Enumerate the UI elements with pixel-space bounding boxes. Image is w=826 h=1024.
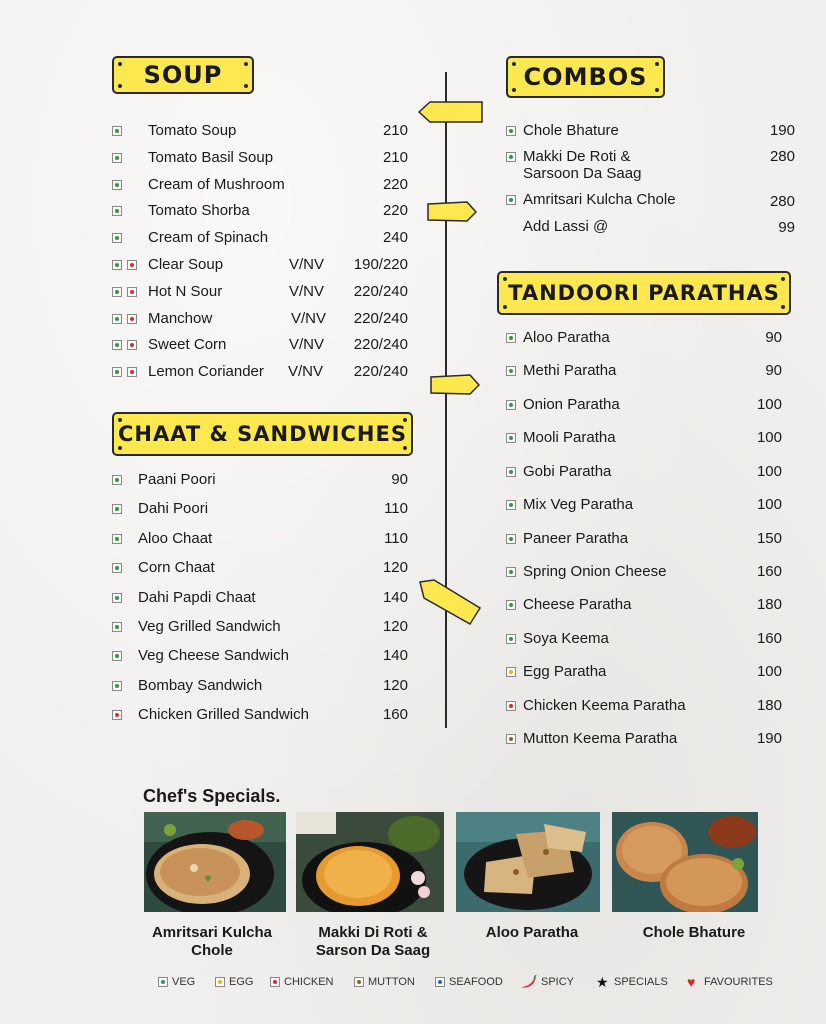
legend-label: MUTTON [368, 976, 415, 988]
legend-mutton [354, 975, 426, 989]
list-item [112, 676, 412, 696]
non-veg-icon [127, 314, 137, 324]
list-item [112, 646, 412, 666]
item-name: Paani Poori [138, 471, 216, 488]
list-item [506, 462, 786, 482]
item-name: Corn Chaat [138, 559, 215, 576]
veg-icon [506, 366, 516, 376]
item-price: 220/240 [353, 363, 408, 380]
veg-icon [112, 260, 122, 270]
caption-line-1: Makki Di Roti & [318, 924, 428, 941]
legend-spicy [519, 975, 579, 989]
item-price: 100 [756, 463, 782, 480]
item-name: Spring Onion Cheese [523, 563, 667, 580]
item-price: 210 [382, 122, 408, 139]
chaat-header [112, 412, 413, 456]
non-veg-icon [127, 367, 137, 377]
list-item [112, 529, 412, 549]
item-price: 100 [756, 496, 782, 513]
item-price: 160 [756, 563, 782, 580]
parathas-header [497, 271, 791, 315]
veg-icon [158, 977, 168, 987]
legend-specials [596, 975, 676, 989]
dish-caption [612, 924, 776, 942]
list-item [506, 395, 786, 415]
veg-icon [112, 206, 122, 216]
legend-label: CHICKEN [284, 976, 334, 988]
item-name: Mix Veg Paratha [523, 496, 634, 513]
list-item [112, 335, 412, 355]
item-name: Cheese Paratha [523, 596, 632, 613]
item-name-line-2: Sarsoon Da Saag [523, 165, 642, 182]
item-vnv: V/NV [289, 256, 325, 273]
veg-icon [506, 195, 516, 205]
item-vnv: V/NV [291, 310, 327, 327]
legend-label: SEAFOOD [449, 976, 503, 988]
veg-icon [112, 367, 122, 377]
item-price: 220/240 [353, 283, 408, 300]
seafood-icon [435, 977, 445, 987]
legend-label: FAVOURITES [704, 976, 773, 988]
item-name: Amritsari Kulcha Chole [523, 191, 676, 208]
item-price: 160 [382, 706, 408, 723]
list-item [112, 309, 412, 329]
veg-icon [506, 534, 516, 544]
dish-photo-aloo-paratha [456, 812, 600, 912]
item-name: Tomato Basil Soup [148, 149, 274, 166]
list-item [506, 562, 786, 582]
item-name: Veg Cheese Sandwich [138, 647, 289, 664]
item-name: Makki De Roti & [523, 148, 631, 165]
item-name: Methi Paratha [523, 362, 617, 379]
arrow-sign-3 [430, 374, 480, 396]
list-item [112, 705, 412, 725]
arrow-sign-4 [418, 578, 482, 628]
item-price: 120 [382, 618, 408, 635]
legend-favourites [687, 975, 777, 989]
chaat-title: CHAAT & SANDWICHES [118, 422, 407, 446]
chilli-icon [519, 975, 537, 989]
signpost-pole [445, 72, 447, 728]
arrow-sign-2 [427, 201, 477, 223]
item-name: Gobi Paratha [523, 463, 612, 480]
veg-icon [112, 233, 122, 243]
item-vnv: V/NV [289, 283, 325, 300]
chicken-icon [270, 977, 280, 987]
soup-title: SOUP [143, 61, 223, 89]
veg-icon [112, 504, 122, 514]
item-price: 210 [382, 149, 408, 166]
list-item [506, 190, 798, 210]
list-item [506, 217, 798, 237]
item-price: 180 [756, 596, 782, 613]
dish-photo-chole-bhature [612, 812, 758, 912]
veg-icon [112, 534, 122, 544]
list-item [506, 629, 786, 649]
item-name: Mutton Keema Paratha [523, 730, 678, 747]
dish-photo-makki-roti [296, 812, 444, 912]
list-item [112, 121, 412, 141]
mutton-icon [506, 734, 516, 744]
dish-caption [456, 924, 608, 942]
non-veg-icon [127, 260, 137, 270]
item-price: 190 [756, 730, 782, 747]
item-price: 90 [765, 329, 782, 346]
list-item [112, 175, 412, 195]
item-name: Dahi Papdi Chaat [138, 589, 256, 606]
item-name: Egg Paratha [523, 663, 607, 680]
item-name: Tomato Soup [148, 122, 237, 139]
veg-icon [112, 681, 122, 691]
item-name: Onion Paratha [523, 396, 620, 413]
veg-icon [112, 287, 122, 297]
item-price: 90 [765, 362, 782, 379]
list-item [112, 362, 412, 382]
list-item [112, 499, 412, 519]
veg-icon [112, 126, 122, 136]
item-price: 140 [382, 589, 408, 606]
list-item [112, 617, 412, 637]
item-price: 150 [756, 530, 782, 547]
item-name: Lemon Coriander [148, 363, 264, 380]
combos-header [506, 56, 665, 98]
item-name: Tomato Shorba [148, 202, 250, 219]
item-name: Clear Soup [148, 256, 224, 273]
combos-title: COMBOS [523, 63, 648, 91]
item-name: Aloo Paratha [523, 329, 610, 346]
veg-icon [506, 634, 516, 644]
veg-icon [112, 622, 122, 632]
veg-icon [112, 180, 122, 190]
item-price: 99 [778, 219, 795, 236]
item-name: Soya Keema [523, 630, 609, 647]
item-price: 190/220 [353, 256, 408, 273]
item-price: 280 [769, 148, 795, 165]
chefs-specials-title: Chef's Specials. [143, 786, 281, 806]
veg-icon [506, 467, 516, 477]
legend-chicken [270, 975, 342, 989]
caption-line-2: Sarson Da Saag [315, 942, 431, 959]
list-item [112, 148, 412, 168]
item-price: 110 [384, 530, 408, 547]
item-name: Paneer Paratha [523, 530, 629, 547]
item-price: 160 [756, 630, 782, 647]
list-item [506, 328, 786, 348]
veg-icon [112, 340, 122, 350]
veg-icon [112, 563, 122, 573]
list-item [112, 255, 412, 275]
item-price: 90 [391, 471, 408, 488]
item-price: 100 [756, 429, 782, 446]
item-name: Dahi Poori [138, 500, 209, 517]
legend-veg [158, 975, 208, 989]
dish-photo-kulcha [144, 812, 286, 912]
item-name: Chicken Grilled Sandwich [138, 706, 309, 723]
item-price: 120 [382, 559, 408, 576]
list-item [506, 729, 786, 749]
star-icon: ★ [596, 974, 609, 990]
item-price: 220/240 [353, 310, 408, 327]
list-item [112, 588, 412, 608]
veg-icon [506, 500, 516, 510]
caption-line-2: Chole [191, 942, 233, 959]
legend-egg [215, 975, 265, 989]
caption-line-1: Amritsari Kulcha [151, 924, 273, 941]
list-item [506, 121, 798, 141]
item-name: Veg Grilled Sandwich [138, 618, 281, 635]
non-veg-icon [112, 710, 122, 720]
list-item [506, 529, 786, 549]
legend-label: EGG [229, 976, 254, 988]
item-name: Sweet Corn [148, 336, 227, 353]
list-item [506, 595, 786, 615]
list-item [112, 558, 412, 578]
veg-icon [506, 152, 516, 162]
item-name: Cream of Spinach [148, 229, 269, 246]
soup-header [112, 56, 254, 94]
item-price: 190 [769, 122, 795, 139]
list-item [506, 495, 786, 515]
item-name: Chole Bhature [523, 122, 619, 139]
item-price: 280 [769, 193, 795, 210]
item-price: 220 [382, 202, 408, 219]
mutton-icon [354, 977, 364, 987]
veg-icon [506, 126, 516, 136]
item-price: 120 [382, 677, 408, 694]
item-name: Cream of Mushroom [148, 176, 285, 193]
parathas-title: TANDOORI PARATHAS [508, 281, 780, 305]
item-price: 180 [756, 697, 782, 714]
item-vnv: V/NV [289, 336, 325, 353]
list-item [506, 662, 786, 682]
list-item [112, 470, 412, 490]
legend-label: SPICY [541, 976, 575, 988]
egg-icon [215, 977, 225, 987]
item-price: 240 [382, 229, 408, 246]
item-name: Bombay Sandwich [138, 677, 263, 694]
item-price: 220/240 [353, 336, 408, 353]
veg-icon [112, 475, 122, 485]
arrow-sign-1 [418, 100, 484, 124]
list-item [112, 201, 412, 221]
list-item [506, 696, 786, 716]
item-name: Mooli Paratha [523, 429, 616, 446]
veg-icon [506, 333, 516, 343]
caption-line-1: Chole Bhature [642, 924, 746, 941]
item-name: Chicken Keema Paratha [523, 697, 686, 714]
veg-icon [112, 153, 122, 163]
veg-icon [112, 593, 122, 603]
dish-caption [296, 924, 450, 960]
heart-icon: ♥ [687, 974, 696, 990]
veg-icon [506, 433, 516, 443]
item-name: Manchow [148, 310, 213, 327]
list-item [506, 428, 786, 448]
item-name: Hot N Sour [148, 283, 223, 300]
item-price: 100 [756, 396, 782, 413]
veg-icon [112, 314, 122, 324]
list-item [506, 361, 786, 381]
item-name: Aloo Chaat [138, 530, 213, 547]
list-item [506, 147, 798, 185]
item-price: 100 [756, 663, 782, 680]
legend-label: SPECIALS [614, 976, 668, 988]
item-price: 110 [384, 500, 408, 517]
veg-icon [506, 567, 516, 577]
veg-icon [506, 400, 516, 410]
egg-icon [506, 667, 516, 677]
caption-line-1: Aloo Paratha [485, 924, 579, 941]
item-name: Add Lassi @ [523, 218, 609, 235]
veg-icon [112, 651, 122, 661]
item-price: 220 [382, 176, 408, 193]
item-price: 140 [382, 647, 408, 664]
list-item [112, 282, 412, 302]
chicken-icon [506, 701, 516, 711]
legend-seafood [435, 975, 515, 989]
veg-icon [506, 600, 516, 610]
non-veg-icon [127, 287, 137, 297]
item-vnv: V/NV [288, 363, 324, 380]
non-veg-icon [127, 340, 137, 350]
dish-caption [140, 924, 284, 960]
list-item [112, 228, 412, 248]
legend-label: VEG [172, 976, 196, 988]
